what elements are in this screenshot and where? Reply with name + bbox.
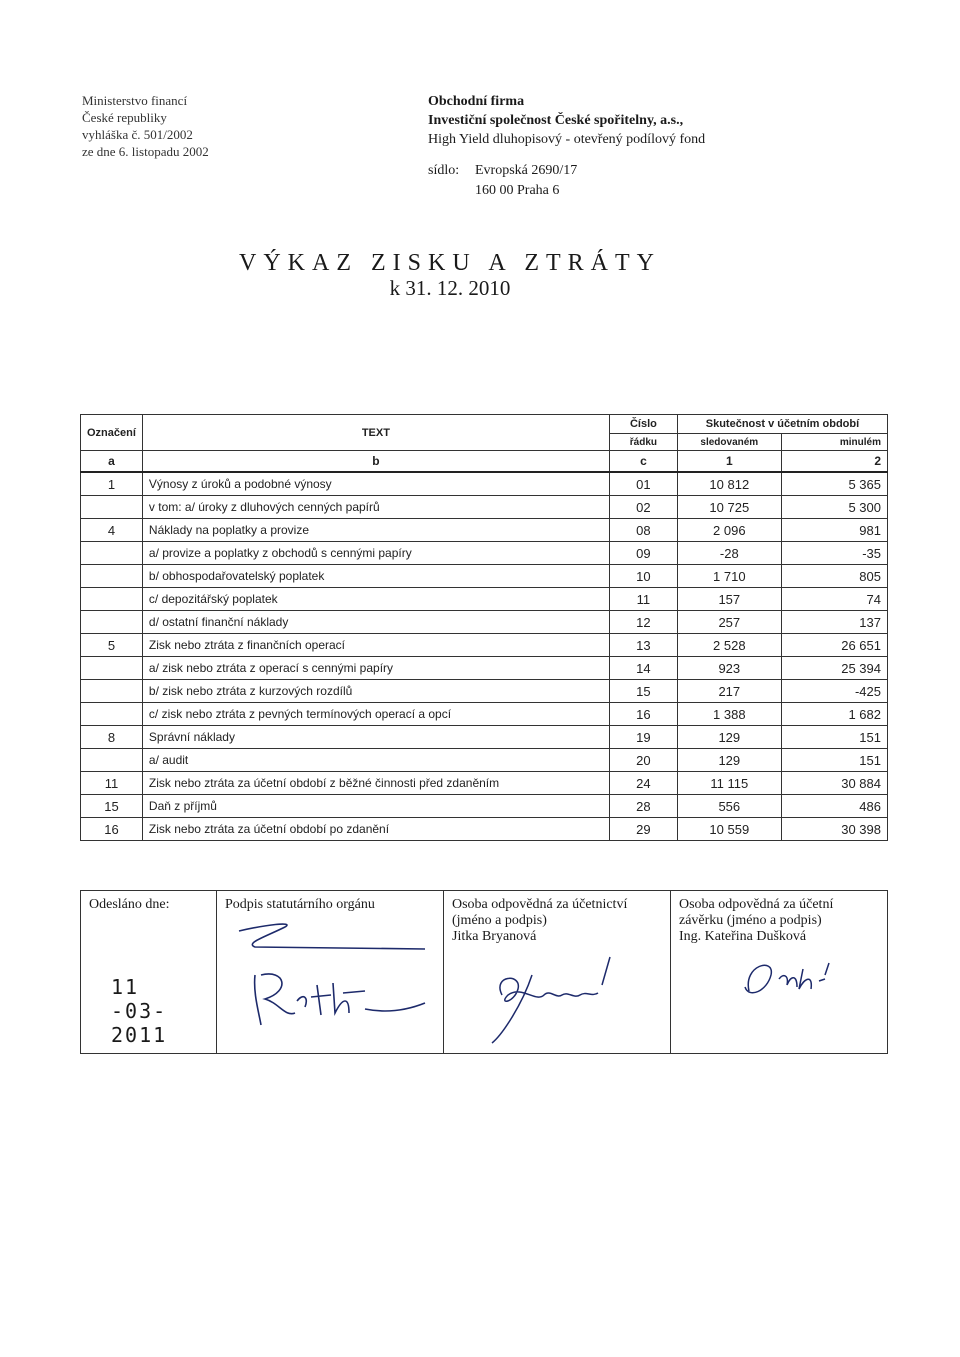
row-oznaceni: 1 xyxy=(81,472,143,496)
row-oznaceni xyxy=(81,565,143,588)
row-text: Daň z příjmů xyxy=(142,795,609,818)
closing-cell xyxy=(671,891,888,1054)
header-row xyxy=(81,415,888,434)
seat-label: sídlo: xyxy=(428,163,460,178)
index-1: 1 xyxy=(677,451,781,473)
row-minulem: 30 398 xyxy=(781,818,887,841)
table-body xyxy=(81,472,888,841)
row-cislo-radku: 08 xyxy=(609,519,677,542)
row-sledovanem: 1 710 xyxy=(677,565,781,588)
row-text: Zisk nebo ztráta za účetní období z běžné činnosti před zdaněním xyxy=(142,772,609,795)
header-minulem: minulém xyxy=(781,434,887,451)
row-sledovanem: 556 xyxy=(677,795,781,818)
seat-street: Evropská 2690/17 xyxy=(475,163,578,178)
row-text: c/ depozitářský poplatek xyxy=(142,588,609,611)
row-cislo-radku: 11 xyxy=(609,588,677,611)
row-cislo-radku: 28 xyxy=(609,795,677,818)
table-row xyxy=(81,657,888,680)
row-oznaceni xyxy=(81,611,143,634)
row-minulem: 981 xyxy=(781,519,887,542)
row-minulem: 5 300 xyxy=(781,496,887,519)
row-text: a/ audit xyxy=(142,749,609,772)
index-2: 2 xyxy=(781,451,887,473)
row-minulem: 30 884 xyxy=(781,772,887,795)
row-text: b/ zisk nebo ztráta z kurzových rozdílů xyxy=(142,680,609,703)
income-statement-table xyxy=(80,414,888,841)
authority-line-4: ze dne 6. listopadu 2002 xyxy=(82,144,209,159)
row-text: Náklady na poplatky a provize xyxy=(142,519,609,542)
row-oznaceni xyxy=(81,496,143,519)
row-sledovanem: 129 xyxy=(677,726,781,749)
row-text: v tom: a/ úroky z dluhových cenných papírů xyxy=(142,496,609,519)
table-row xyxy=(81,472,888,496)
statutory-label: Podpis statutárního orgánu xyxy=(225,897,375,912)
row-sledovanem: 2 528 xyxy=(677,634,781,657)
row-cislo-radku: 13 xyxy=(609,634,677,657)
row-text: Správní náklady xyxy=(142,726,609,749)
authority-line-1: Ministerstvo financí xyxy=(82,93,188,108)
table-row xyxy=(81,496,888,519)
signature-table xyxy=(80,890,888,1054)
index-c: c xyxy=(609,451,677,473)
row-minulem: 5 365 xyxy=(781,472,887,496)
row-oznaceni: 5 xyxy=(81,634,143,657)
row-cislo-radku: 20 xyxy=(609,749,677,772)
row-sledovanem: 157 xyxy=(677,588,781,611)
row-oznaceni: 11 xyxy=(81,772,143,795)
row-minulem: -425 xyxy=(781,680,887,703)
header-oznaceni: Označení xyxy=(81,415,143,451)
row-sledovanem: 11 115 xyxy=(677,772,781,795)
table-row xyxy=(81,726,888,749)
row-sledovanem: 1 388 xyxy=(677,703,781,726)
header-sledovanem: sledovaném xyxy=(677,434,781,451)
statutory-cell xyxy=(217,891,444,1054)
sent-label: Odesláno dne: xyxy=(89,897,170,912)
row-sledovanem: 2 096 xyxy=(677,519,781,542)
statutory-signature-icon xyxy=(225,913,435,1033)
row-oznaceni: 8 xyxy=(81,726,143,749)
row-text: Zisk nebo ztráta z finančních operací xyxy=(142,634,609,657)
signature-row xyxy=(81,891,888,1054)
row-cislo-radku: 01 xyxy=(609,472,677,496)
row-oznaceni: 15 xyxy=(81,795,143,818)
table-row xyxy=(81,611,888,634)
table-row xyxy=(81,519,888,542)
row-minulem: 26 651 xyxy=(781,634,887,657)
row-cislo-radku: 24 xyxy=(609,772,677,795)
row-oznaceni: 4 xyxy=(81,519,143,542)
row-minulem: 137 xyxy=(781,611,887,634)
accounting-signature-icon xyxy=(452,945,662,1045)
table-row xyxy=(81,565,888,588)
row-text: c/ zisk nebo ztráta z pevných termínových operací a opcí xyxy=(142,703,609,726)
row-cislo-radku: 29 xyxy=(609,818,677,841)
table-row xyxy=(81,634,888,657)
row-sledovanem: 10 559 xyxy=(677,818,781,841)
row-cislo-radku: 09 xyxy=(609,542,677,565)
header-text: TEXT xyxy=(142,415,609,451)
row-text: Zisk nebo ztráta za účetní období po zdanění xyxy=(142,818,609,841)
row-sledovanem: 10 812 xyxy=(677,472,781,496)
table-row xyxy=(81,680,888,703)
table-row xyxy=(81,588,888,611)
header-cislo-1: Číslo xyxy=(609,415,677,434)
row-sledovanem: 923 xyxy=(677,657,781,680)
address-block xyxy=(428,161,577,201)
firm-company: Investiční společnost České spořitelny, a.s., xyxy=(428,113,684,128)
row-minulem: 151 xyxy=(781,726,887,749)
sent-cell xyxy=(81,891,217,1054)
row-oznaceni xyxy=(81,680,143,703)
firm-block xyxy=(428,92,705,149)
seat-city: 160 00 Praha 6 xyxy=(475,183,560,198)
table-row xyxy=(81,703,888,726)
row-cislo-radku: 12 xyxy=(609,611,677,634)
accounting-name: Jitka Bryanová xyxy=(452,929,537,944)
table-row xyxy=(81,772,888,795)
firm-fund: High Yield dluhopisový - otevřený podílový fond xyxy=(428,132,706,147)
row-cislo-radku: 02 xyxy=(609,496,677,519)
firm-label: Obchodní firma xyxy=(428,94,525,109)
closing-signature-icon xyxy=(679,945,879,1015)
closing-label-1: Osoba odpovědná za účetní xyxy=(679,897,834,912)
table-row xyxy=(81,795,888,818)
closing-label-2: závěrku (jméno a podpis) xyxy=(679,913,822,928)
accounting-cell xyxy=(444,891,671,1054)
row-minulem: 151 xyxy=(781,749,887,772)
row-minulem: 25 394 xyxy=(781,657,887,680)
row-oznaceni xyxy=(81,657,143,680)
row-text: a/ provize a poplatky z obchodů s cennými papíry xyxy=(142,542,609,565)
authority-line-3: vyhláška č. 501/2002 xyxy=(82,127,193,142)
header-skutecnost: Skutečnost v účetním období xyxy=(677,415,887,434)
accounting-label-1: Osoba odpovědná za účetnictví xyxy=(452,897,628,912)
row-oznaceni xyxy=(81,588,143,611)
row-text: d/ ostatní finanční náklady xyxy=(142,611,609,634)
header-cislo-2: řádku xyxy=(609,434,677,451)
row-oznaceni xyxy=(81,749,143,772)
index-a: a xyxy=(81,451,143,473)
row-minulem: 1 682 xyxy=(781,703,887,726)
row-oznaceni: 16 xyxy=(81,818,143,841)
row-cislo-radku: 14 xyxy=(609,657,677,680)
row-text: Výnosy z úroků a podobné výnosy xyxy=(142,472,609,496)
row-minulem: 805 xyxy=(781,565,887,588)
row-sledovanem: 129 xyxy=(677,749,781,772)
row-minulem: 74 xyxy=(781,588,887,611)
row-cislo-radku: 15 xyxy=(609,680,677,703)
index-b: b xyxy=(142,451,609,473)
row-oznaceni xyxy=(81,703,143,726)
table-row xyxy=(81,749,888,772)
row-cislo-radku: 16 xyxy=(609,703,677,726)
row-minulem: 486 xyxy=(781,795,887,818)
index-row xyxy=(81,451,888,473)
table-row xyxy=(81,542,888,565)
authority-block xyxy=(82,92,209,160)
row-sledovanem: -28 xyxy=(677,542,781,565)
sent-date-stamp: 11 -03- 2011 xyxy=(111,975,168,1047)
accounting-label-2: (jméno a podpis) xyxy=(452,913,547,928)
row-text: a/ zisk nebo ztráta z operací s cennými papíry xyxy=(142,657,609,680)
report-date: k 31. 12. 2010 xyxy=(389,276,511,300)
row-minulem: -35 xyxy=(781,542,887,565)
row-sledovanem: 10 725 xyxy=(677,496,781,519)
report-title: VÝKAZ ZISKU A ZTRÁTY xyxy=(239,250,661,276)
authority-line-2: České republiky xyxy=(82,110,167,125)
row-sledovanem: 217 xyxy=(677,680,781,703)
closing-name: Ing. Kateřina Dušková xyxy=(679,929,807,944)
row-oznaceni xyxy=(81,542,143,565)
table-row xyxy=(81,818,888,841)
row-cislo-radku: 19 xyxy=(609,726,677,749)
row-cislo-radku: 10 xyxy=(609,565,677,588)
row-sledovanem: 257 xyxy=(677,611,781,634)
row-text: b/ obhospodařovatelský poplatek xyxy=(142,565,609,588)
